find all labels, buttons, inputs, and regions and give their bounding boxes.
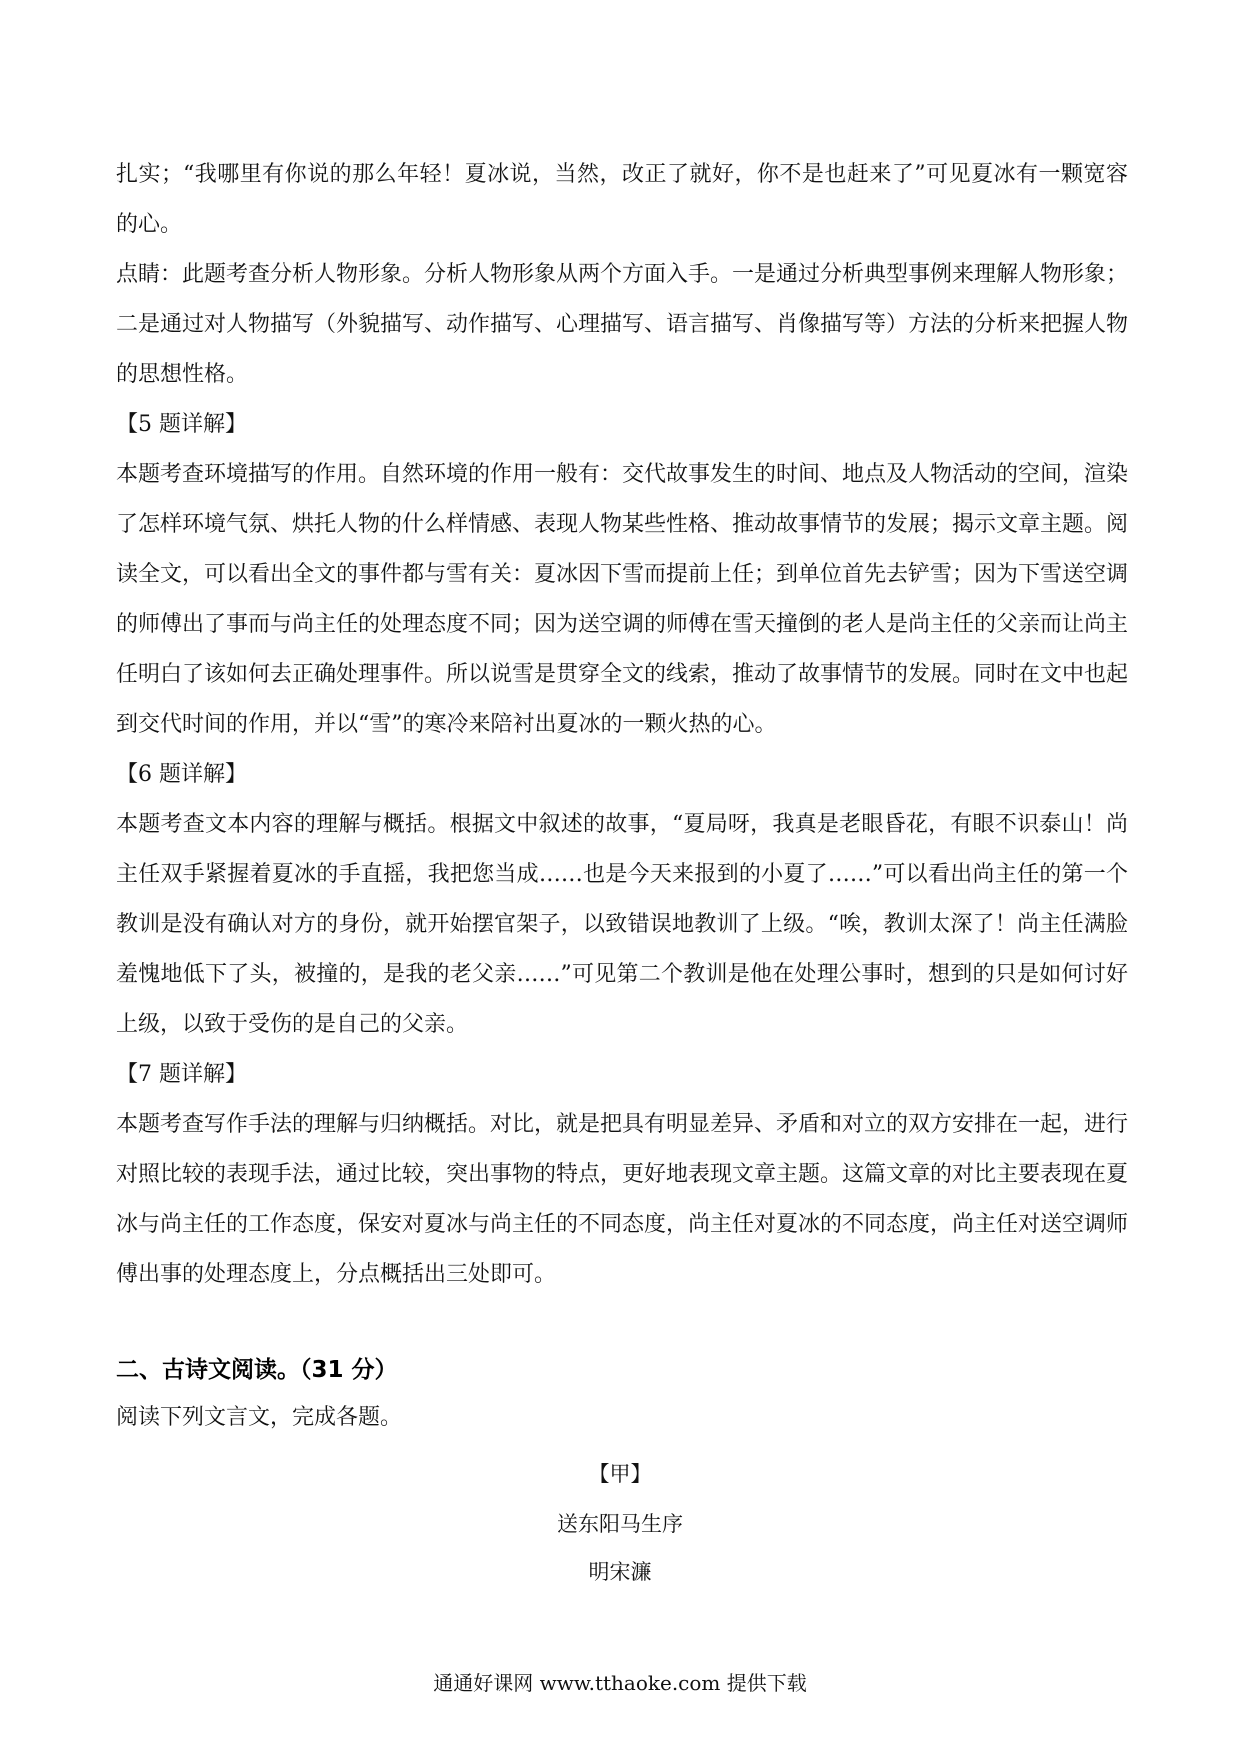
passage-label: 【甲】 [588, 1462, 652, 1486]
answer-explanation-body [116, 150, 1128, 1300]
question-5-explanation: 本题考查环境描写的作用。自然环境的作用一般有：交代故事发生的时间、地点及人物活动的空间，渲染了怎样环境气氛、烘托人物的什么样情感、表现人物某些性格、推动故事情节的发展；揭示文章主题。阅读全文，可以看出全文的事件都与雪有关：夏冰因下雪而提前上任；到单位首先去铲雪；因为下雪送空调的师傅出了事而与尚主任的处理态度不同；因为送空调的师傅在雪天撞倒的老人是尚主任的父亲而让尚主任明白了该如何去正确处理事件。所以说雪是贯穿全文的线索，推动了故事情节的发展。同时在文中也起到交代时间的作用，并以“雪”的寒冷来陪衬出夏冰的一颗火热的心。 [116, 462, 1129, 737]
passage-title: 送东阳马生序 [557, 1512, 683, 1536]
question-6-explanation: 本题考查文本内容的理解与概括。根据文中叙述的故事，“夏局呀，我真是老眼昏花，有眼不识泰山！尚主任双手紧握着夏冰的手直摇，我把您当成……也是今天来报到的小夏了……”可以看出尚主任的第一个教训是没有确认对方的身份，就开始摆官架子，以致错误地教训了上级。“唉，教训太深了！尚主任满脸羞愧地低下了头，被撞的，是我的老父亲……”可见第二个教训是他在处理公事时，想到的只是如何讨好上级，以致于受伤的是自己的父亲。 [116, 812, 1128, 1037]
question-5-heading: 【5 题详解】 [116, 412, 247, 437]
question-7-heading: 【7 题详解】 [116, 1062, 247, 1087]
question-6-heading: 【6 题详解】 [116, 762, 247, 787]
passage-author: 明宋濂 [588, 1560, 652, 1584]
paragraph-character-conclusion: 扎实；“我哪里有你说的那么年轻！夏冰说，当然，改正了就好，你不是也赶来了”可见夏冰有一颗宽容的心。 [116, 162, 1128, 237]
section-instruction: 阅读下列文言文，完成各题。 [116, 1405, 403, 1430]
section-heading: 二、古诗文阅读。（31 分） [116, 1357, 398, 1383]
page-footer: 通通好课网 www.tthaoke.com 提供下载 [433, 1671, 807, 1695]
paragraph-tip-character: 点睛：此题考查分析人物形象。分析人物形象从两个方面入手。一是通过分析典型事例来理解人物形象；二是通过对人物描写（外貌描写、动作描写、心理描写、语言描写、肖像描写等）方法的分析来把握人物的思想性格。 [116, 262, 1129, 387]
question-7-explanation: 本题考查写作手法的理解与归纳概括。对比，就是把具有明显差异、矛盾和对立的双方安排在一起，进行对照比较的表现手法，通过比较，突出事物的特点，更好地表现文章主题。这篇文章的对比主要表现在夏冰与尚主任的工作态度，保安对夏冰与尚主任的不同态度，尚主任对夏冰的不同态度，尚主任对送空调师傅出事的处理态度上，分点概括出三处即可。 [116, 1112, 1129, 1287]
